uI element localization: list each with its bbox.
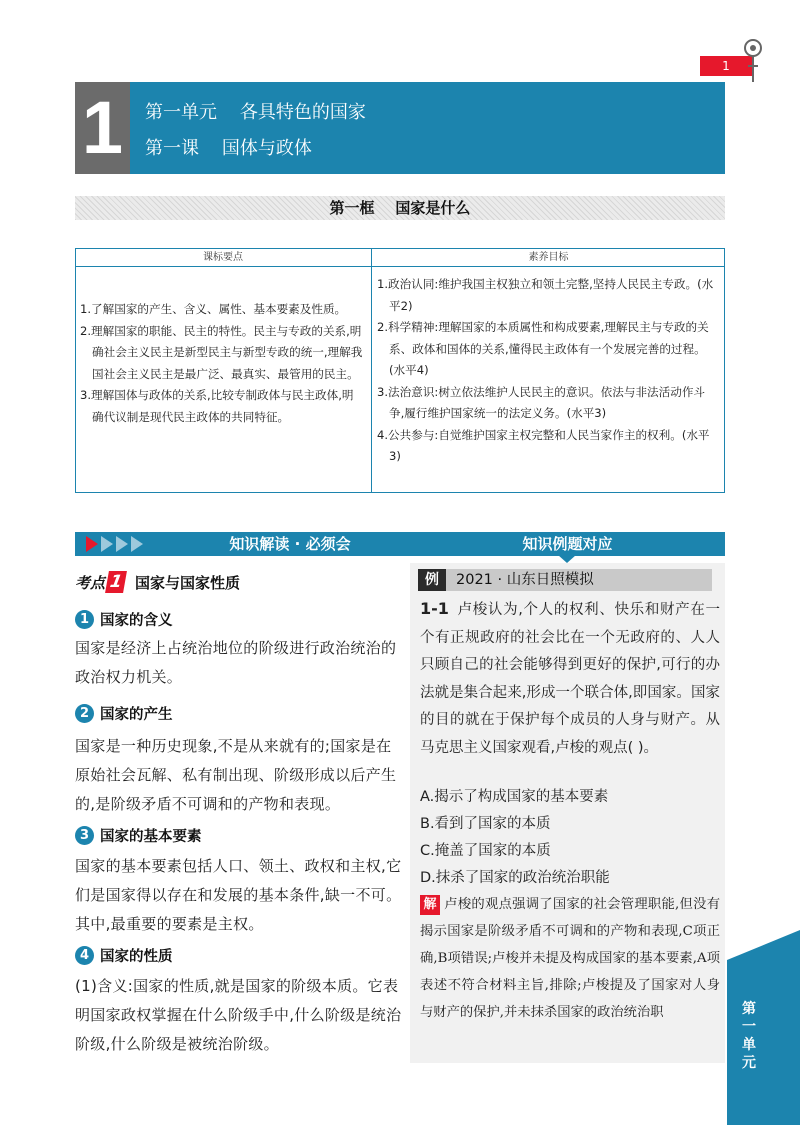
competency-goal: 4.公共参与:自觉维护国家主权完整和人民当家作主的权利。(水平3) bbox=[377, 427, 710, 463]
competency-goals bbox=[377, 274, 720, 468]
kaodian-title: 国家与国家性质 bbox=[135, 573, 241, 592]
section-text: 国家是一种历史现象,不是从来就有的;国家是在原始社会瓦解、私有制出现、阶级形成以后产生的,是阶级矛盾不可调和的产物和表现。 bbox=[75, 737, 397, 813]
unit-number: 1 bbox=[75, 82, 130, 174]
number-badge: 3 bbox=[75, 826, 94, 845]
kaodian-heading bbox=[75, 570, 240, 594]
option-a: A.揭示了构成国家的基本要素 bbox=[420, 789, 609, 805]
example-source: 2021 · 山东日照模拟 bbox=[456, 572, 594, 588]
sub-heading bbox=[75, 943, 173, 967]
sub-heading-title: 国家的性质 bbox=[100, 948, 173, 965]
page-number: 1 bbox=[700, 56, 752, 76]
answer-options bbox=[420, 784, 720, 892]
sub-heading bbox=[75, 701, 173, 725]
competency-goal: 1.政治认同:维护我国主权独立和领土完整,坚持人民民主专政。(水平2) bbox=[377, 277, 714, 313]
objectives-right-header: 素养目标 bbox=[528, 252, 569, 263]
analysis-text: 卢梭的观点强调了国家的社会管理职能,但没有揭示国家是阶级矛盾不可调和的产物和表现,C项正确,B项错误;卢梭并未提及构成国家的基本要素,A项表述不符合材料主旨,排除;卢梭提及了国家对人身与财产的保护,并未抹杀国家的政治统治职 bbox=[420, 897, 720, 1020]
sub-heading bbox=[75, 607, 173, 631]
table-divider bbox=[75, 266, 725, 267]
curriculum-point: 1.了解国家的产生、含义、属性、基本要素及性质。 bbox=[80, 302, 347, 316]
option-d: D.抹杀了国家的政治统治职能 bbox=[420, 870, 610, 886]
example-label: 例 bbox=[418, 569, 446, 591]
side-tab-label: 第一单元 bbox=[742, 1001, 756, 1071]
caret-down-icon bbox=[558, 555, 576, 563]
table-divider bbox=[371, 248, 372, 493]
section-title: 第一框 国家是什么 bbox=[329, 199, 471, 217]
arrows-icon bbox=[86, 536, 143, 552]
option-c: C.掩盖了国家的本质 bbox=[420, 843, 551, 859]
analysis bbox=[420, 891, 720, 1026]
curriculum-points bbox=[80, 299, 365, 428]
objectives-left-header: 课标要点 bbox=[203, 252, 243, 263]
unit-title: 第一单元 各具特色的国家 bbox=[145, 102, 366, 123]
question-text: 卢梭认为,个人的权利、快乐和财产在一个有正规政府的社会比在一个无政府的、人人只顾自己的社会能够得到更好的保护,可行的办法就是集合起来,形成一个联合体,即国家。国家的目的就在于保护每个成员的人身与财产。从马克思主义国家观看,卢梭的观点( )。 bbox=[420, 602, 720, 756]
competency-goal: 2.科学精神:理解国家的本质属性和构成要素,理解民主与专政的关系、政体和国体的关系,懂得民主政体有一个发展完善的过程。(水平4) bbox=[377, 320, 709, 377]
curriculum-point: 3.理解国体与政体的关系,比较专制政体与民主政体,明确代议制是现代民主政体的共同特征。 bbox=[80, 388, 354, 424]
knowledge-bar-title: 知识解读 · 必须会 bbox=[229, 535, 351, 553]
sub-heading-title: 国家的含义 bbox=[100, 612, 173, 629]
unit-side-tab bbox=[727, 930, 800, 1125]
sub-heading bbox=[75, 823, 202, 847]
sub-heading-title: 国家的基本要素 bbox=[100, 828, 202, 845]
competency-goal: 3.法治意识:树立依法维护人民民主的意识。依法与非法活动作斗争,履行维护国家统一的法定义务。(水平3) bbox=[377, 384, 706, 420]
example-bar-title: 知识例题对应 bbox=[522, 535, 613, 553]
kaodian-number: 1 bbox=[105, 571, 127, 593]
unit-header-banner bbox=[75, 82, 725, 174]
lesson-title: 第一课 国体与政体 bbox=[145, 138, 312, 159]
question bbox=[420, 595, 720, 762]
option-b: B.看到了国家的本质 bbox=[420, 816, 551, 832]
section-text: 国家是经济上占统治地位的阶级进行政治统治的政治权力机关。 bbox=[75, 639, 397, 686]
section-text: 国家的基本要素包括人口、领土、政权和主权,它们是国家得以存在和发展的基本条件,缺一不可。其中,最重要的要素是主权。 bbox=[75, 857, 402, 933]
number-badge: 4 bbox=[75, 946, 94, 965]
number-badge: 1 bbox=[75, 610, 94, 629]
number-badge: 2 bbox=[75, 704, 94, 723]
kaodian-label: 考点 bbox=[75, 573, 106, 592]
pushpin-icon bbox=[738, 38, 768, 84]
section-text: (1)含义:国家的性质,就是国家的阶级本质。它表明国家政权掌握在什么阶级手中,什么阶级是统治阶级,什么阶级是被统治阶级。 bbox=[75, 977, 402, 1053]
analysis-tag: 解 bbox=[420, 895, 440, 915]
curriculum-point: 2.理解国家的职能、民主的特性。民主与专政的关系,明确社会主义民主是新型民主与新型专政的统一,理解我国社会主义民主是最广泛、最真实、最管用的民主。 bbox=[80, 323, 363, 381]
question-number: 1-1 bbox=[420, 599, 449, 618]
sub-heading-title: 国家的产生 bbox=[100, 706, 173, 723]
